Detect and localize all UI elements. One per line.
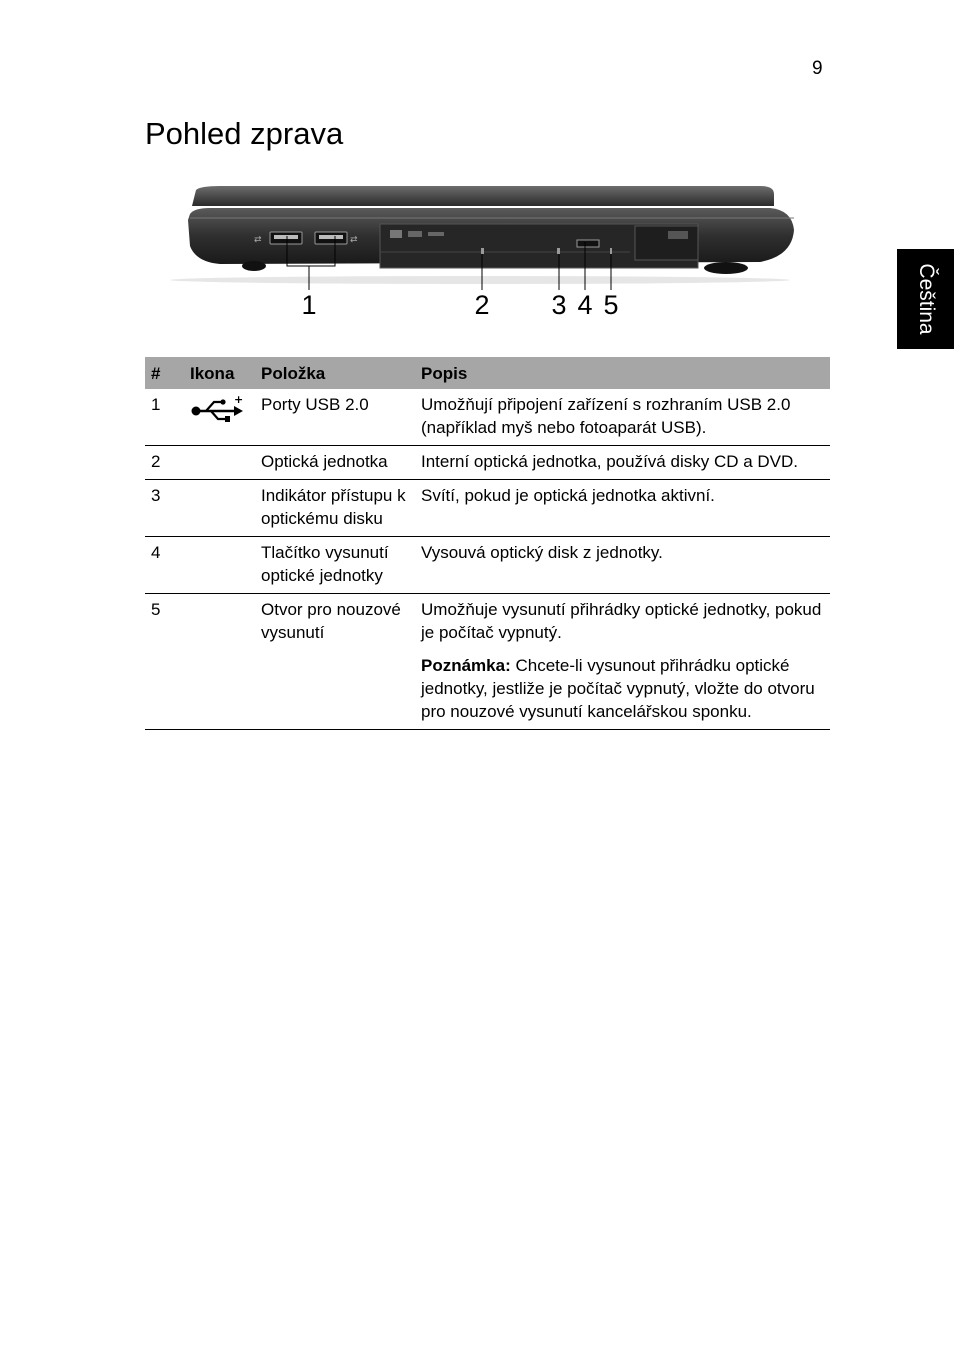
callout-numbers <box>145 232 835 332</box>
svg-text:+: + <box>234 395 244 406</box>
row-number: 1 <box>145 389 184 446</box>
description-text: Umožňuje vysunutí přihrádky optické jednotky, pokud je počítač vypnutý. <box>421 600 822 642</box>
row-item: Porty USB 2.0 <box>255 389 415 446</box>
header-number: # <box>145 357 184 389</box>
row-description: Interní optická jednotka, používá disky CD a DVD. <box>415 446 830 480</box>
table-header-row <box>145 357 830 389</box>
row-description: Umožňují připojení zařízení s rozhraním USB 2.0 (například myš nebo fotoaparát USB). <box>415 389 830 446</box>
row-number: 2 <box>145 446 184 480</box>
usb-icon <box>190 395 244 425</box>
row-icon <box>184 537 255 594</box>
row-item: Indikátor přístupu k optickému disku <box>255 480 415 537</box>
page-title: Pohled zprava <box>145 116 344 151</box>
page-number: 9 <box>812 58 823 79</box>
header-description: Popis <box>415 357 830 389</box>
row-item: Tlačítko vysunutí optické jednotky <box>255 537 415 594</box>
ports-table <box>145 357 830 730</box>
row-number: 5 <box>145 594 184 730</box>
row-description <box>415 594 830 730</box>
note-paragraph <box>421 654 825 723</box>
svg-text:⇄: ⇄ <box>350 235 358 245</box>
note-text: Chcete-li vysunout přihrádku optické jednotky, jestliže je počítač vypnutý, vložte do otvoru pro nouzové vysunutí kancelářskou sponku. <box>421 656 815 721</box>
callout-number: 2 <box>474 290 490 320</box>
note-label: Poznámka: <box>421 656 511 675</box>
table-row <box>145 480 830 537</box>
row-description: Vysouvá optický disk z jednotky. <box>415 537 830 594</box>
callout-number: 4 <box>577 290 593 320</box>
table-row <box>145 389 830 446</box>
language-tab <box>897 249 954 349</box>
callout-number: 3 <box>551 290 567 320</box>
row-icon <box>184 389 255 446</box>
callout-number: 1 <box>301 290 317 320</box>
row-number: 4 <box>145 537 184 594</box>
header-item: Položka <box>255 357 415 389</box>
row-item: Otvor pro nouzové vysunutí <box>255 594 415 730</box>
row-description: Svítí, pokud je optická jednotka aktivní. <box>415 480 830 537</box>
header-icon: Ikona <box>184 357 255 389</box>
table-row <box>145 537 830 594</box>
callout-number: 5 <box>603 290 619 320</box>
row-icon <box>184 594 255 730</box>
row-icon <box>184 446 255 480</box>
row-number: 3 <box>145 480 184 537</box>
svg-text:⇄: ⇄ <box>254 235 262 245</box>
language-tab-label: Čeština <box>914 263 938 335</box>
row-item: Optická jednotka <box>255 446 415 480</box>
row-icon <box>184 480 255 537</box>
table-row <box>145 446 830 480</box>
table-row <box>145 594 830 730</box>
